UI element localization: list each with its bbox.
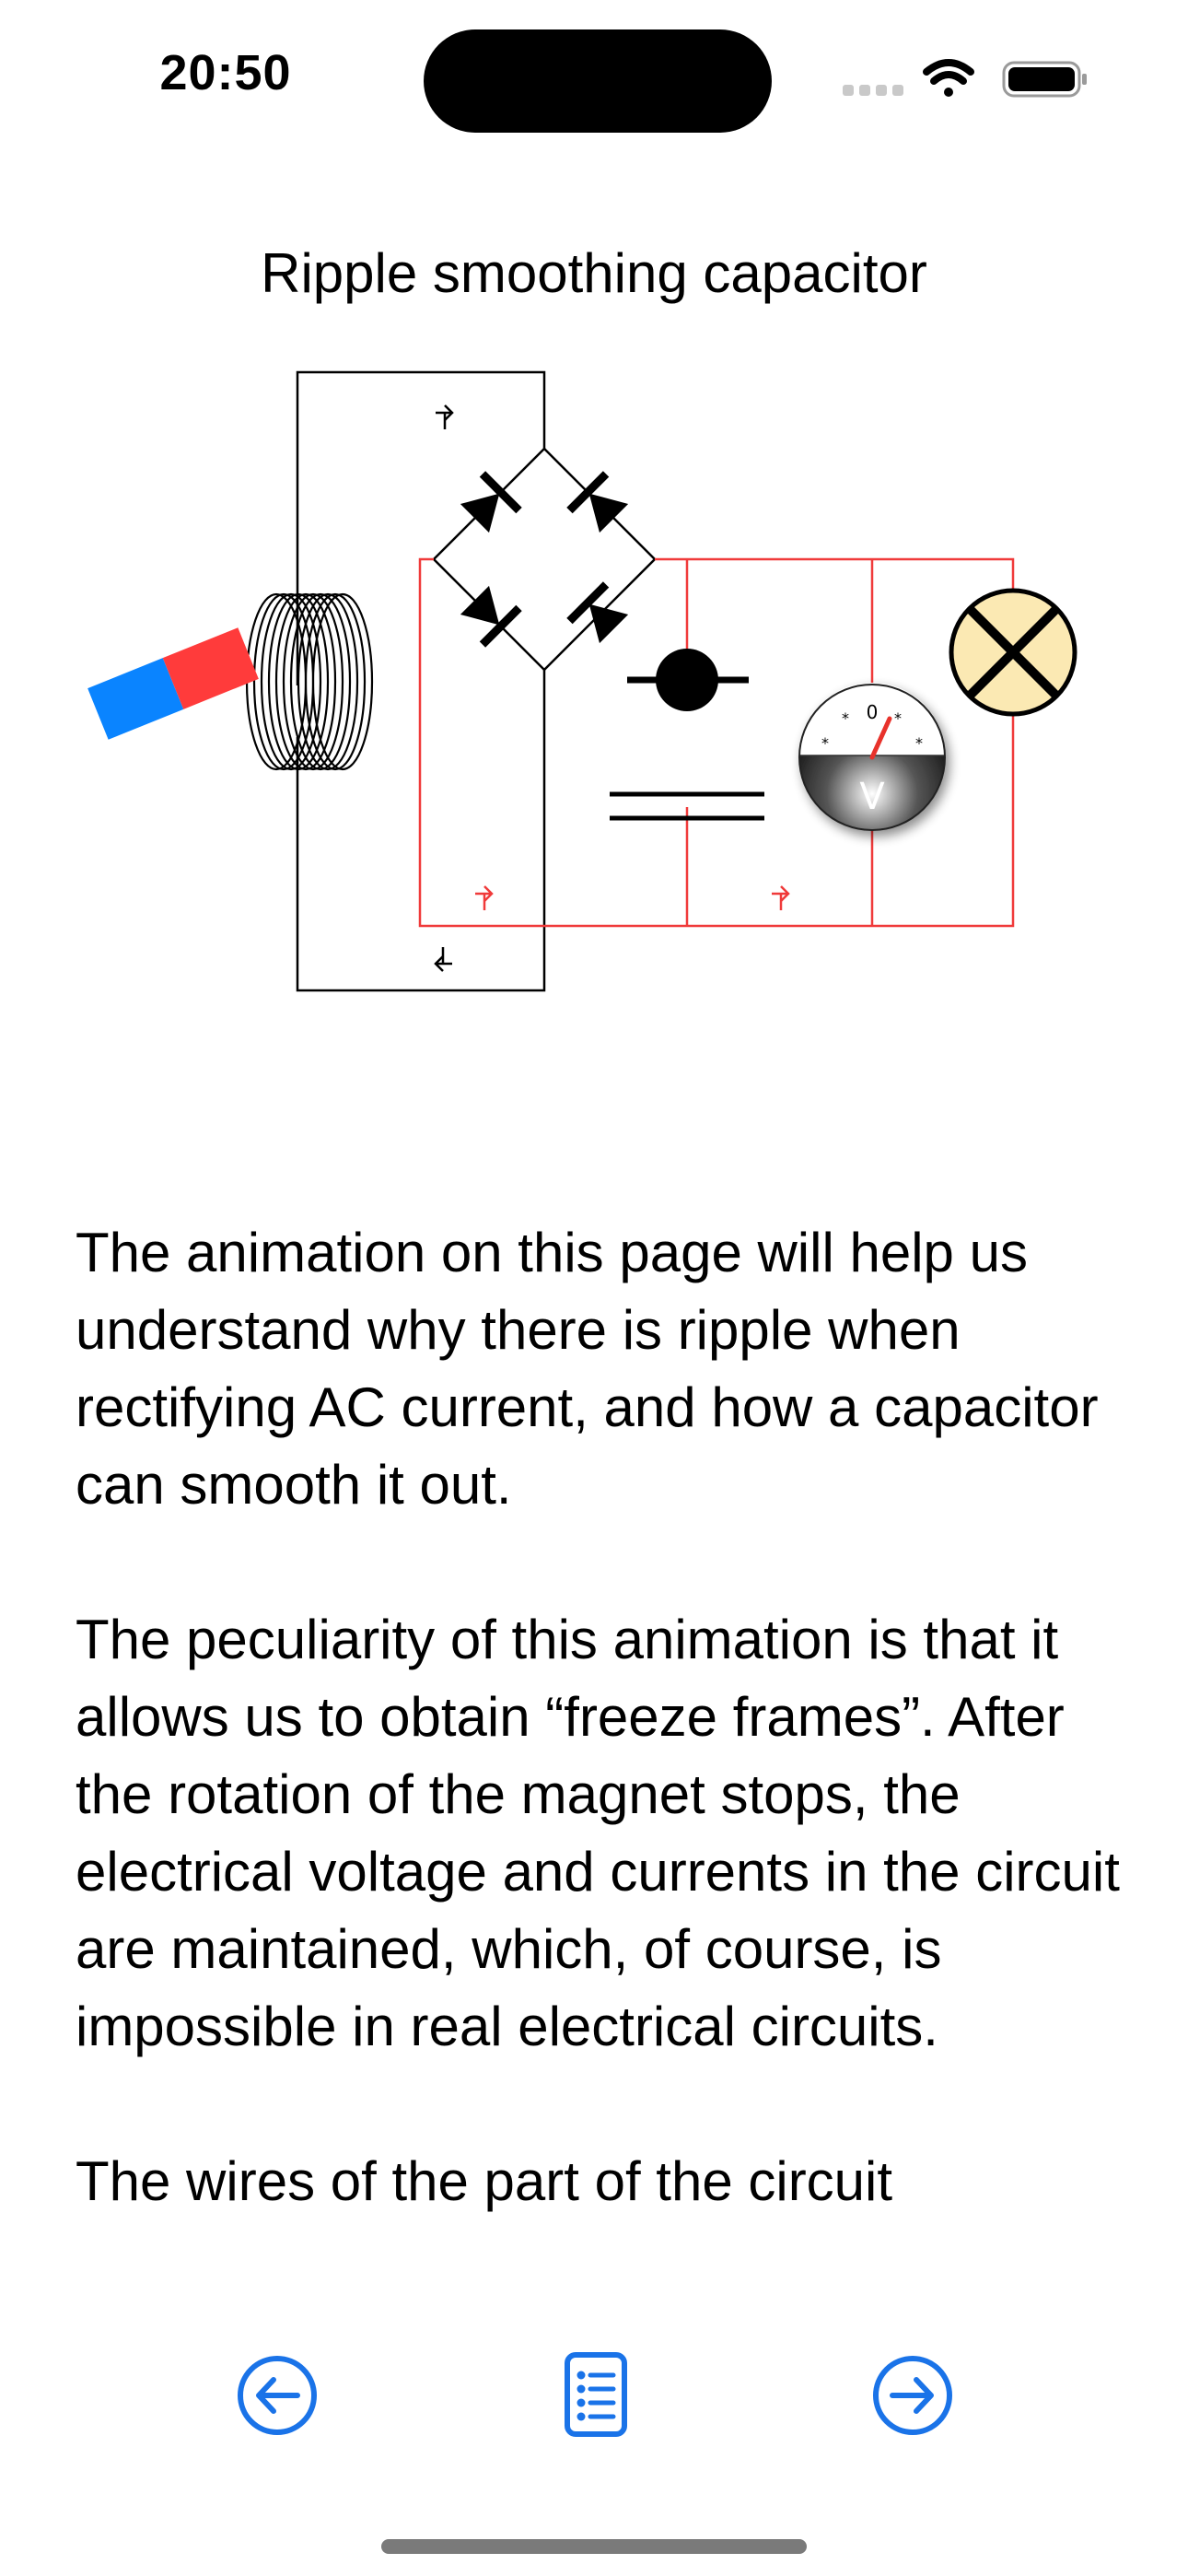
voltmeter-unit-label: V: [859, 776, 885, 818]
charge-indicator: [627, 649, 749, 711]
current-arrow-bottom: [436, 947, 452, 971]
wifi-icon: [926, 63, 971, 97]
next-button[interactable]: [857, 2340, 968, 2451]
status-bar: [0, 0, 1188, 166]
dynamic-island: [424, 29, 772, 133]
paragraph: The animation on this page will help us understand why there is ripple when rectifying AC current, and how a capacitor can smooth it out.: [76, 1222, 1099, 1516]
body-text: [76, 1214, 1125, 2263]
status-time: 20:50: [159, 45, 292, 100]
battery-icon: [1004, 63, 1087, 96]
current-arrow-red-middle: [772, 886, 788, 910]
cellular-signal-icon: [843, 85, 903, 96]
contents-button[interactable]: [540, 2340, 650, 2451]
paragraph: The peculiarity of this animation is that it allows us to obtain “freeze frames”. After the rotation of the magnet stops, the electrical voltage and currents in the circuit are maintained, which, of course, is impossible in real electrical circuits.: [76, 1609, 1120, 2057]
current-arrow-top: [436, 405, 452, 429]
paragraph: The wires of the part of the circuit: [76, 2150, 893, 2212]
diode-bottom-right: [569, 584, 632, 647]
circuit-diagram[interactable]: [0, 350, 1188, 1023]
page-title: Ripple smoothing capacitor: [261, 242, 927, 304]
svg-text:*: *: [821, 734, 829, 752]
svg-text:*: *: [915, 734, 923, 752]
arrow-right-circle-icon: [857, 2340, 968, 2451]
svg-text:*: *: [842, 709, 849, 727]
status-icons: [843, 55, 1091, 101]
lamp: [951, 591, 1075, 714]
voltmeter-zero-label: 0: [866, 701, 879, 723]
list-document-icon: [540, 2340, 650, 2451]
back-button[interactable]: [222, 2340, 332, 2451]
svg-text:*: *: [894, 709, 902, 727]
magnet[interactable]: [87, 627, 259, 740]
bottom-toolbar: [0, 2340, 1188, 2451]
home-indicator: [381, 2539, 807, 2554]
text-fade: [0, 2248, 1188, 2285]
bridge-rectifier: [434, 449, 655, 670]
current-arrow-red-left: [475, 886, 492, 910]
arrow-left-circle-icon: [222, 2340, 332, 2451]
coil: [247, 594, 372, 769]
